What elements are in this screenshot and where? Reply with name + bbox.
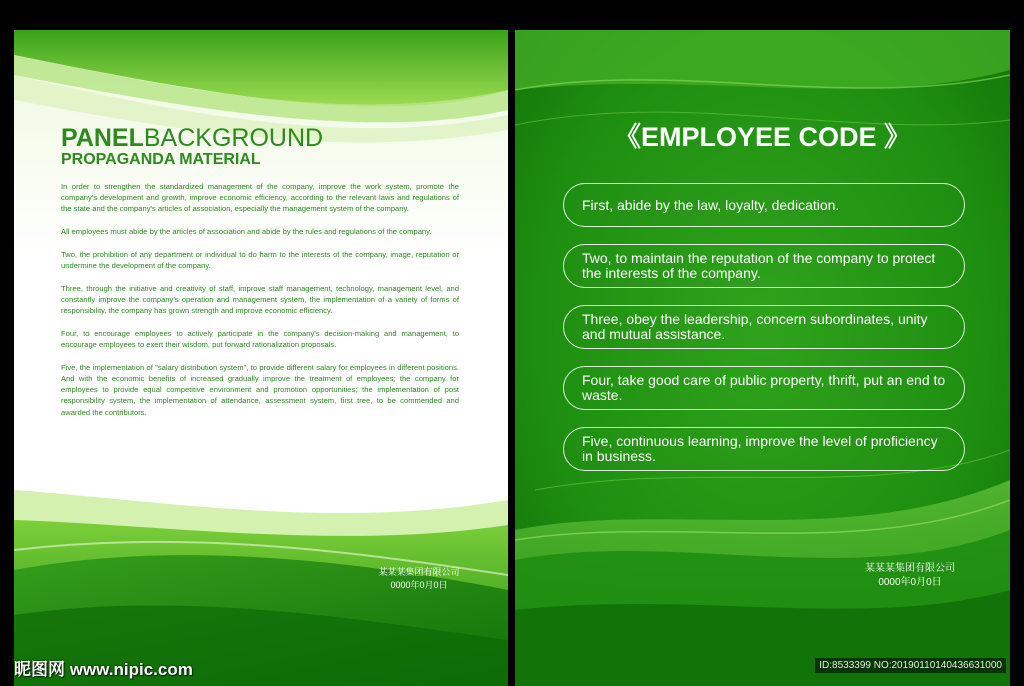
- code-item: [563, 366, 965, 410]
- panel-subheading: PROPAGANDA MATERIAL: [61, 151, 261, 168]
- heading-bold: PANEL: [61, 124, 144, 152]
- paragraph: Five, the implementation of "salary distribution system", to provide different salary for employees in different positions. And with the economic benefits of increased gradually improve the treatment of employees; the company for employees to provide equal competitive environment and promotion opportunities; the implementation of post responsibility system, the implementation of attendance, assessment system, first tree, to be commended and awarded the contributors.: [61, 362, 459, 417]
- paragraph: Two, the prohibition of any department or individual to do harm to the interests of the company, image, reputation or undermine the development of the company.: [61, 249, 459, 271]
- image-id-label: ID:8533399 NO:20190110140436631000: [815, 658, 1006, 673]
- code-item-text: First, abide by the law, loyalty, dedication.: [582, 196, 840, 213]
- code-item-text: Five, continuous learning, improve the level of proficiency in business.: [582, 433, 938, 464]
- footer-date: 0000年0月0日: [878, 577, 942, 588]
- watermark-logo: 昵图网 www.nipic.com: [14, 660, 193, 679]
- footer-company: 某某某集团有限公司: [865, 563, 955, 574]
- code-item: [563, 183, 965, 227]
- code-item-text: Four, take good care of public property, thrift, put an end to waste.: [582, 372, 946, 403]
- paragraph: Four, to encourage employees to actively participate in the company's decision-making and management, to encourage employees to exert their wisdom, put forward rationalization proposals.: [61, 328, 459, 350]
- paragraph: In order to strengthen the standardized management of the company, improve the work system, promote the company's development and growth, improve economic efficiency, according to the relevant laws and regulations of the state and the company's articles of association, especially the management system of the company.: [61, 182, 459, 214]
- code-item: [563, 427, 965, 471]
- paragraph: Three, through the initiative and creativity of staff, improve staff management, technology, management level, and constantly improve the company's operation and management system, the implementation of a variety of forms of responsibility, the company has grown strength and improve economic efficiency.: [61, 283, 459, 316]
- right-footer: [845, 562, 975, 590]
- footer-company: 某某某集团有限公司: [378, 567, 460, 577]
- footer-date: 0000年0月0日: [390, 580, 448, 590]
- code-item-text: Three, obey the leadership, concern subordinates, unity and mutual assistance.: [582, 311, 928, 342]
- code-item-text: Two, to maintain the reputation of the company to protect the interests of the company.: [582, 250, 936, 281]
- body-text: [61, 181, 459, 429]
- paragraph: All employees must abide by the articles of association and abide by the rules and regulations of the company.: [61, 227, 432, 237]
- employee-code-title: 《EMPLOYEE CODE 》: [613, 122, 912, 152]
- code-list: [563, 183, 965, 488]
- code-item: [563, 305, 965, 349]
- left-footer: [354, 566, 484, 592]
- heading-light: BACKGROUND: [143, 124, 324, 152]
- panel-heading: [61, 126, 323, 151]
- code-item: [563, 244, 965, 288]
- left-panel: [14, 30, 508, 686]
- right-panel: [515, 30, 1010, 686]
